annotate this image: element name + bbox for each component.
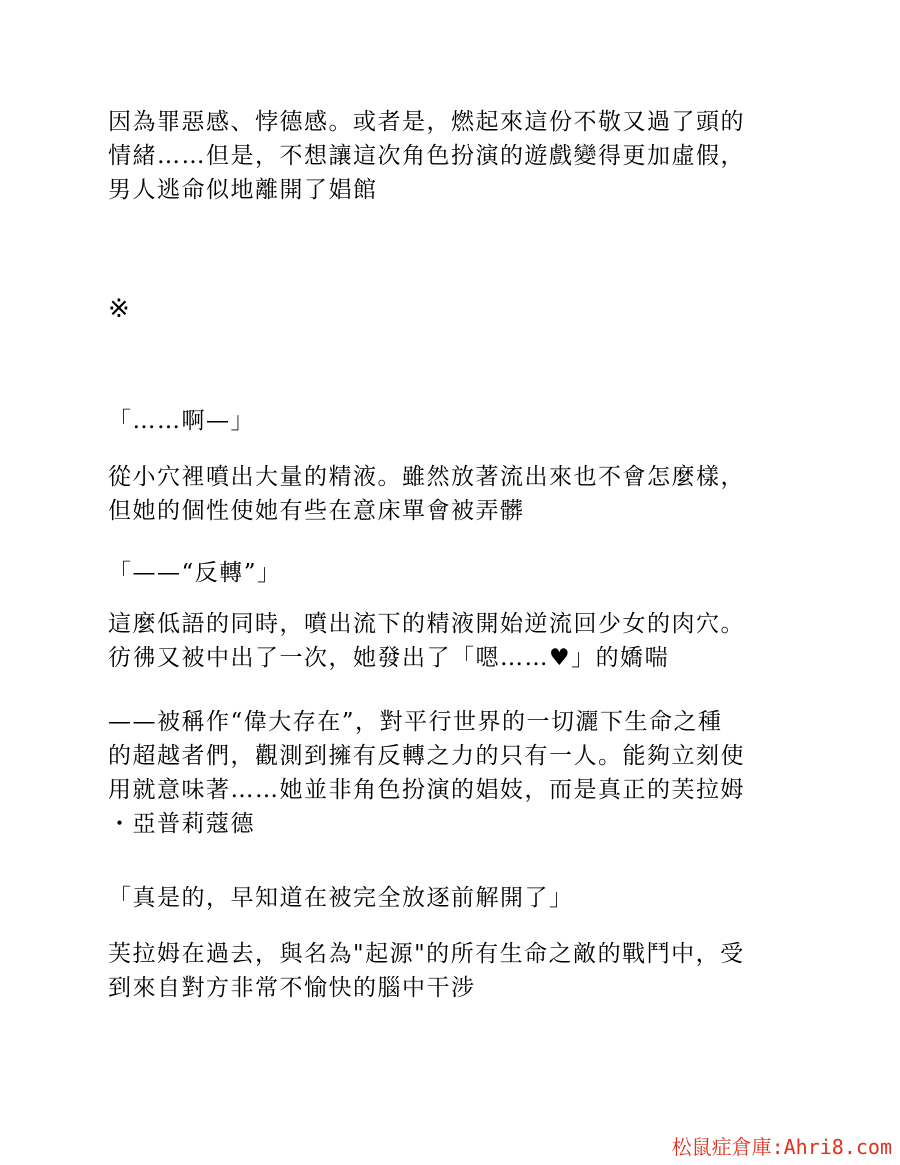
- text-line: 的超越者們，觀測到擁有反轉之力的只有一人。能夠立刻使: [108, 743, 745, 769]
- paragraph-guilt: [108, 105, 808, 207]
- text-line: 「——“反轉”」: [108, 560, 282, 586]
- paragraph-semen: [108, 460, 808, 528]
- paragraph-dialogue-reverse: [108, 556, 808, 590]
- text-line: 男人逃命似地離開了娼館: [108, 177, 378, 203]
- scene-break-mark: ※: [108, 294, 130, 324]
- paragraph-great-beings: [108, 705, 808, 841]
- text-line: 芙拉姆在過去，與名為"起源"的所有生命之敵的戰鬥中，受: [108, 941, 745, 967]
- paragraph-origin-battle: [108, 937, 808, 1005]
- paragraph-dialogue-ah: [108, 404, 808, 438]
- text-line: ——被稱作“偉大存在”，對平行世界的一切灑下生命之種: [108, 709, 723, 735]
- text-line: 「真是的，早知道在被完全放逐前解開了」: [108, 885, 574, 911]
- text-line: 用就意味著……她並非角色扮演的娼妓，而是真正的芙拉姆: [108, 777, 745, 803]
- text-line: 「……啊—」: [108, 408, 255, 434]
- paragraph-murmur: [108, 607, 808, 675]
- text-line: 因為罪惡感、悖德感。或者是，燃起來這份不敬又過了頭的: [108, 109, 745, 135]
- site-watermark: 松鼠症倉庫:Ahri8.com: [671, 1135, 892, 1159]
- text-line: 到來自對方非常不愉快的腦中干涉: [108, 975, 476, 1001]
- paragraph-dialogue-sigh: [108, 881, 808, 915]
- text-line: 情緒……但是，不想讓這次角色扮演的遊戲變得更加虛假，: [108, 143, 745, 169]
- text-line: 從小穴裡噴出大量的精液。雖然放著流出來也不會怎麼樣，: [108, 464, 745, 490]
- text-line: 彷彿又被中出了一次，她發出了「嗯……♥」的嬌喘: [108, 645, 670, 671]
- text-line: 這麼低語的同時，噴出流下的精液開始逆流回少女的肉穴。: [108, 611, 745, 637]
- text-line: 但她的個性使她有些在意床單會被弄髒: [108, 498, 525, 524]
- text-line: ・亞普莉蔻德: [108, 811, 255, 837]
